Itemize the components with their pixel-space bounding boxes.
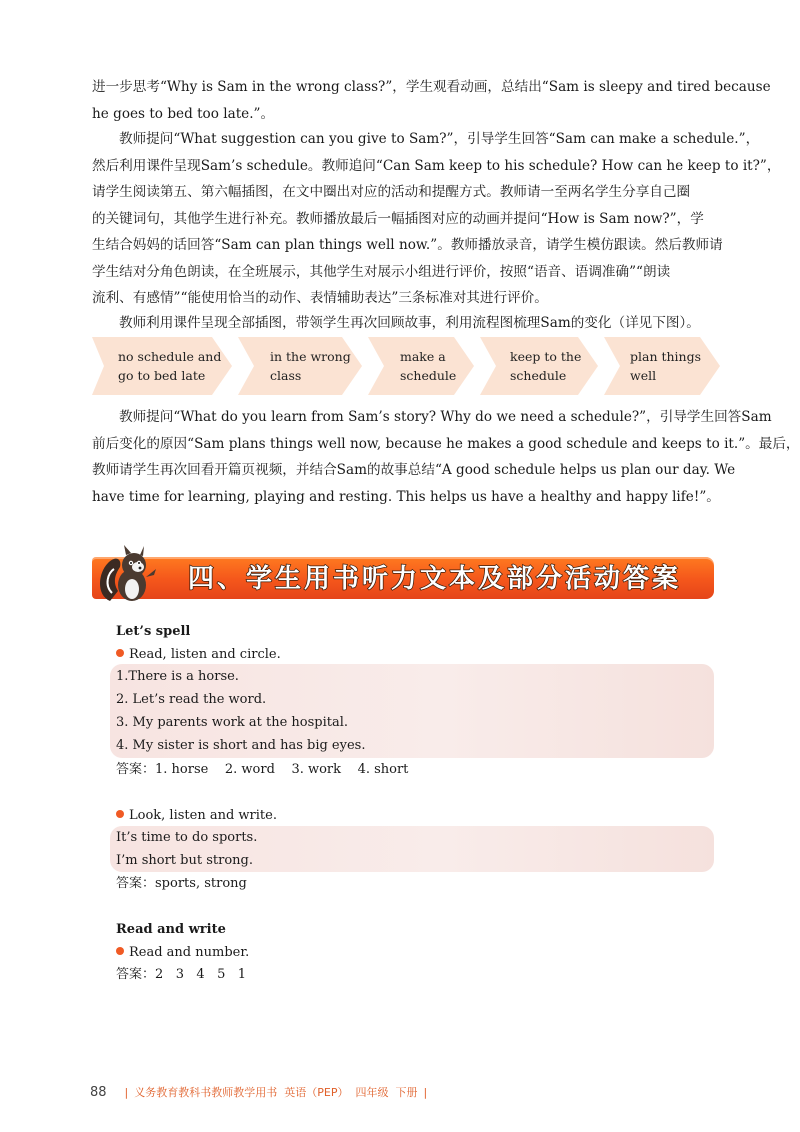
- text-line: 生结合妈妈的话回答“Sam can plan things well now.”。教师播放录音，请学生模仿跟读。然后教师请: [92, 237, 723, 253]
- flow-step-3: [368, 337, 474, 395]
- answer-label: 答案：: [116, 762, 156, 777]
- text-line: he goes to bed too late.”。: [92, 105, 275, 122]
- flow-step-label: [510, 347, 581, 385]
- answer-item: 1. horse: [155, 762, 209, 777]
- text-line: 进一步思考“Why is Sam in the wrong class?”，学生观看动画，总结出“Sam is sleepy and tired because: [92, 79, 771, 95]
- text-line: 前后变化的原因“Sam plans things well now, because he makes a good schedule and keeps to it.”。最后，: [92, 435, 800, 452]
- answer-line: [116, 963, 246, 986]
- footer-grade: 四年级: [355, 1086, 389, 1099]
- flow-step-line: in the wrong: [270, 349, 351, 364]
- intro-paragraph-1: [92, 74, 771, 127]
- read-and-write-heading: Read and write: [116, 922, 226, 937]
- section-banner: [92, 551, 714, 601]
- answer-item: 5: [217, 967, 226, 982]
- flow-step-line: class: [270, 368, 302, 383]
- listening-line: 3. My parents work at the hospital.: [116, 715, 349, 730]
- flow-step-line: no schedule and: [118, 349, 222, 364]
- answer-item: sports, strong: [155, 876, 247, 891]
- flow-step-label: [118, 347, 221, 385]
- flow-step-4: [480, 337, 598, 395]
- listening-line: 4. My sister is short and has big eyes.: [116, 738, 366, 753]
- section-title: 四、学生用书听力文本及部分活动答案: [188, 564, 682, 594]
- listening-line: 2. Let’s read the word.: [116, 692, 267, 707]
- text-line: 教师请学生再次回看开篇页视频，并结合Sam的故事总结“A good schedule helps us plan our day. We: [92, 462, 736, 478]
- answer-item: 4. short: [357, 762, 409, 777]
- footer-book-title: 义务教育教科书教师教学用书: [134, 1086, 278, 1099]
- flow-step-label: [630, 347, 701, 385]
- flow-step-5: [604, 337, 720, 395]
- text-line: 请学生阅读第五、第六幅插图，在文中圈出对应的活动和提醒方式。教师请一至两名学生分享自己圈: [92, 184, 691, 200]
- story-flow-chart: [92, 337, 720, 399]
- text-line: 流利、有感情”“能使用恰当的动作、表情辅助表达”三条标准对其进行评价。: [92, 290, 548, 306]
- answer-label: 答案：: [116, 967, 156, 982]
- listening-line: It’s time to do sports.: [116, 830, 258, 845]
- answer-label: 答案：: [116, 876, 156, 891]
- text-line: 教师提问“What do you learn from Sam’s story? Why do we need a schedule?”，引导学生回答Sam: [119, 409, 772, 425]
- footer-divider: |: [423, 1086, 428, 1099]
- text-line: 教师利用课件呈现全部插图，带领学生再次回顾故事，利用流程图梳理Sam的变化（详见下图）。: [119, 315, 700, 331]
- flow-step-label: [400, 347, 456, 385]
- text-line: 的关键词句，其他学生进行补充。教师播放最后一幅插图对应的动画并提问“How is Sam now?”，学: [92, 210, 704, 227]
- answer-item: 2. word: [224, 762, 275, 777]
- answer-item: 3. work: [291, 762, 342, 777]
- flow-step-line: schedule: [400, 368, 457, 383]
- task-instruction: Read, listen and circle.: [116, 643, 281, 666]
- flow-step-line: go to bed late: [118, 368, 206, 383]
- page-number: 88: [90, 1085, 107, 1100]
- listening-line: I’m short but strong.: [116, 853, 253, 868]
- listening-line: 1.There is a horse.: [116, 669, 239, 684]
- answer-item: 4: [196, 967, 205, 982]
- flow-step-line: well: [630, 368, 657, 383]
- flow-step-1: [92, 337, 232, 395]
- flow-step-2: [238, 337, 362, 395]
- text-line: 然后利用课件呈现Sam’s schedule。教师追问“Can Sam keep to his schedule? How can he keep to it?”，: [92, 157, 781, 174]
- lets-spell-heading: Let’s spell: [116, 624, 191, 639]
- flow-step-line: schedule: [510, 368, 567, 383]
- outro-paragraph: [92, 404, 800, 510]
- listening-text-block: [116, 665, 365, 757]
- answer-item: 2: [155, 967, 164, 982]
- flow-step-line: make a: [400, 349, 446, 364]
- task-instruction: Read and number.: [116, 941, 249, 964]
- flow-step-line: plan things: [630, 349, 702, 364]
- answer-item: 1: [237, 967, 247, 982]
- text-line: 教师提问“What suggestion can you give to Sam?”，引导学生回答“Sam can make a schedule.”，: [119, 131, 760, 147]
- intro-paragraph-3: [92, 310, 712, 337]
- footer-subject: 英语（PEP）: [284, 1086, 349, 1099]
- flow-step-label: [270, 347, 351, 385]
- answer-item: 3: [175, 967, 184, 982]
- listening-text-block: [116, 826, 257, 872]
- page-footer: [90, 1083, 433, 1103]
- flow-step-line: keep to the: [510, 349, 582, 364]
- text-line: have time for learning, playing and resting. This helps us have a healthy and happy life!”。: [92, 488, 720, 505]
- answer-line: [116, 872, 247, 895]
- intro-paragraph-2: [92, 126, 781, 312]
- squirrel-mascot-icon: [96, 543, 162, 605]
- answer-line: [116, 758, 408, 781]
- footer-volume: 下册: [395, 1086, 418, 1099]
- task-instruction: Look, listen and write.: [116, 804, 277, 827]
- footer-divider: |: [124, 1086, 129, 1099]
- text-line: 学生结对分角色朗读，在全班展示，其他学生对展示小组进行评价，按照“语音、语调准确”“朗读: [92, 263, 671, 280]
